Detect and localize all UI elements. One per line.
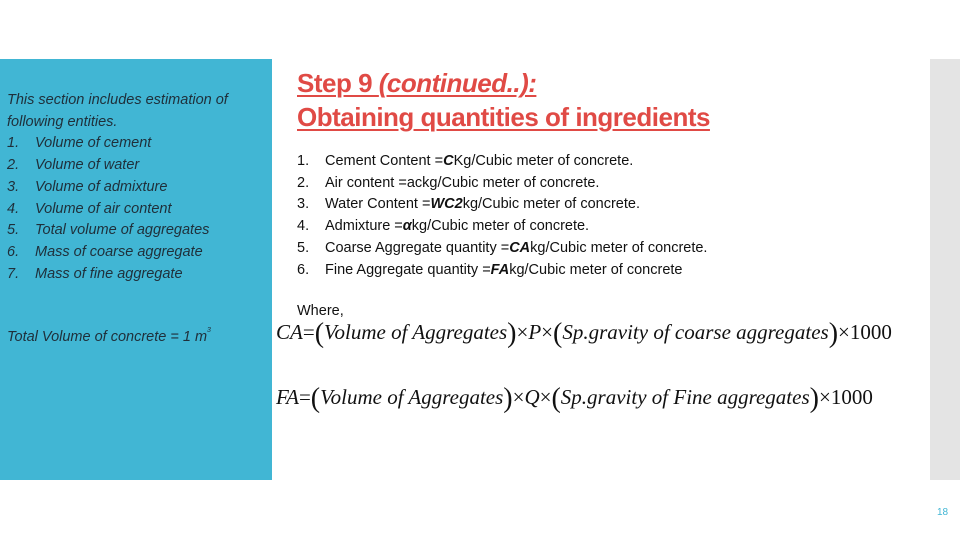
- open-paren: (: [553, 318, 563, 349]
- sidebar-intro: This section includes estimation of following entities.: [7, 92, 228, 130]
- times-sign: ×: [541, 320, 554, 344]
- close-paren: ): [503, 383, 513, 414]
- page-title: [297, 66, 710, 134]
- item-text: Mass of fine aggregate: [35, 265, 183, 282]
- title-line-2: Obtaining quantities of ingredients: [297, 102, 710, 132]
- item-number: 6.: [7, 243, 20, 260]
- item-prefix: Cement Content =: [325, 153, 444, 169]
- title-line-1: [297, 66, 710, 100]
- formula-multiplier: Q: [524, 385, 540, 409]
- list-item: [297, 173, 707, 195]
- total-volume-text: Total Volume of concrete = 1 m: [7, 329, 208, 345]
- times-sign: ×: [539, 385, 552, 409]
- item-prefix: Coarse Aggregate quantity =: [325, 239, 510, 256]
- item-prefix: Fine Aggregate quantity =: [325, 261, 491, 278]
- item-suffix: kg/Cubic meter of concrete.: [422, 174, 600, 191]
- equals-sign: =: [302, 320, 315, 344]
- list-item: [297, 260, 707, 282]
- slide-number: 18: [937, 507, 949, 518]
- item-number: 5.: [7, 222, 20, 239]
- total-volume: [7, 329, 211, 345]
- formula-term: Volume of Aggregates: [320, 385, 504, 409]
- item-suffix: Kg/Cubic meter of concrete.: [453, 153, 634, 169]
- list-item: [297, 216, 707, 238]
- times-sign: ×: [838, 320, 850, 344]
- item-suffix: kg/Cubic meter of concrete.: [411, 218, 590, 235]
- formula-factor: 1000: [830, 385, 873, 409]
- item-prefix: Air content =: [325, 174, 407, 191]
- formula-coarse-aggregate: [276, 318, 892, 350]
- title-continued: (continued..):: [378, 68, 537, 98]
- item-text: Mass of coarse aggregate: [35, 243, 203, 260]
- formula-term: Sp.gravity of coarse aggregates: [562, 320, 829, 344]
- item-number: 4.: [297, 218, 310, 235]
- item-suffix: kg/Cubic meter of concrete: [509, 261, 683, 278]
- right-accent-bar: [930, 59, 960, 480]
- total-volume-exponent: 3: [207, 327, 211, 334]
- formula-term: Volume of Aggregates: [324, 320, 508, 344]
- sidebar-content: [7, 90, 269, 285]
- list-item: [297, 238, 707, 260]
- sidebar-item: [7, 220, 269, 242]
- close-paren: ): [809, 383, 819, 414]
- item-text: Volume of air content: [35, 200, 172, 217]
- item-prefix: Water Content =: [325, 196, 431, 213]
- ingredient-list: [297, 151, 707, 281]
- formula-fine-aggregate: [276, 383, 873, 415]
- equals-sign: =: [298, 385, 311, 409]
- sidebar-item: [7, 155, 269, 177]
- item-number: 3.: [297, 196, 310, 213]
- open-paren: (: [551, 383, 561, 414]
- close-paren: ): [507, 318, 517, 349]
- item-symbol: FA: [490, 261, 510, 278]
- item-symbol: CA: [509, 239, 531, 256]
- formula-factor: 1000: [849, 320, 892, 344]
- item-symbol: α: [402, 218, 412, 235]
- sidebar-item: [7, 242, 269, 264]
- sidebar-item: [7, 177, 269, 199]
- list-item: [297, 194, 707, 216]
- item-prefix: Admixture =: [325, 218, 403, 235]
- formula-lhs: FA: [276, 385, 299, 409]
- item-symbol: WC2: [430, 196, 463, 213]
- sidebar-item: [7, 264, 269, 286]
- open-paren: (: [310, 383, 321, 414]
- title-step: Step 9: [297, 68, 379, 98]
- item-number: 5.: [297, 239, 310, 256]
- list-item: [297, 151, 707, 173]
- formula-term: Sp.gravity of Fine aggregates: [560, 385, 810, 409]
- item-symbol: ac: [406, 174, 423, 191]
- formula-lhs: CA: [276, 320, 303, 344]
- item-text: Volume of water: [35, 157, 140, 174]
- item-suffix: kg/Cubic meter of concrete.: [462, 196, 640, 213]
- item-number: 6.: [297, 261, 310, 278]
- item-text: Volume of admixture: [35, 178, 168, 195]
- sidebar-item: [7, 133, 269, 155]
- item-symbol: C: [443, 153, 454, 169]
- times-sign: ×: [512, 385, 525, 409]
- times-sign: ×: [516, 320, 529, 344]
- item-number: 2.: [297, 174, 310, 191]
- close-paren: ): [828, 318, 839, 349]
- item-number: 1.: [297, 153, 310, 169]
- sidebar-item: [7, 199, 269, 221]
- item-number: 7.: [7, 265, 20, 282]
- item-number: 4.: [7, 200, 20, 217]
- item-number: 1.: [7, 135, 20, 152]
- where-label: Where,: [297, 303, 344, 319]
- item-suffix: kg/Cubic meter of concrete.: [530, 239, 708, 256]
- formula-multiplier: P: [528, 320, 542, 344]
- item-text: Total volume of aggregates: [35, 222, 210, 239]
- item-number: 3.: [7, 178, 20, 195]
- item-text: Volume of cement: [35, 135, 152, 152]
- open-paren: (: [314, 318, 325, 349]
- times-sign: ×: [818, 385, 831, 409]
- sidebar-list: [7, 133, 269, 285]
- item-number: 2.: [7, 157, 20, 174]
